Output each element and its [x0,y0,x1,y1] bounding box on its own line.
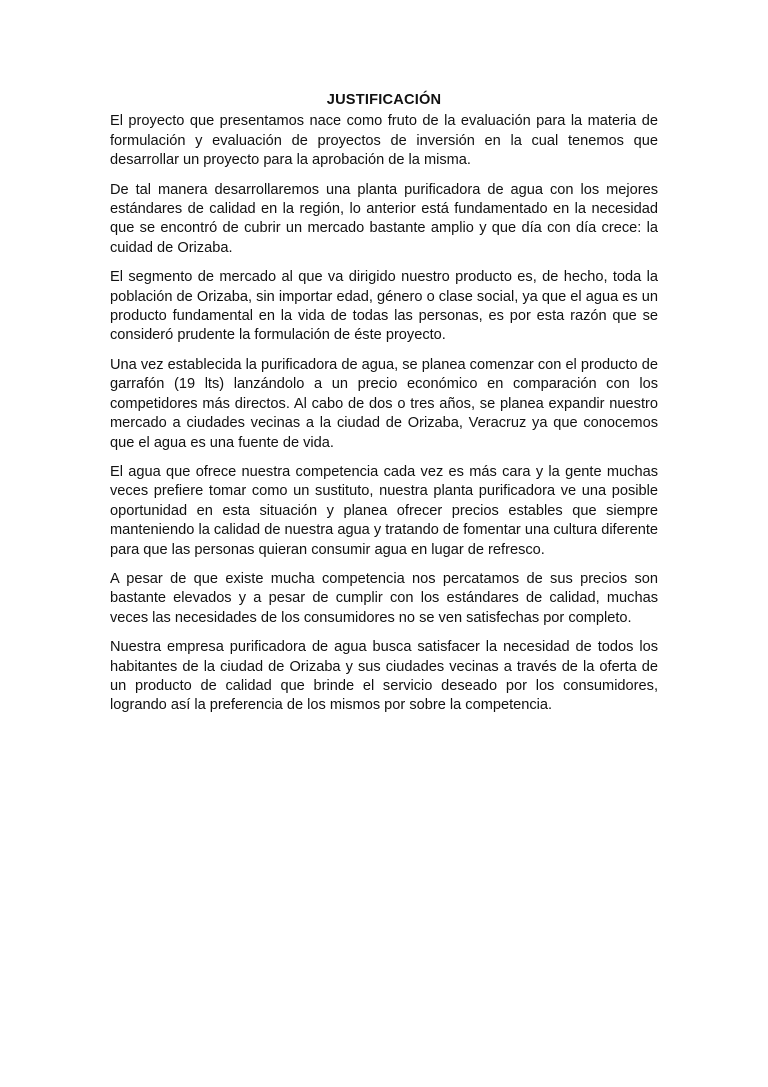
paragraph-5: El agua que ofrece nuestra competencia cada vez es más cara y la gente muchas veces prefiere tomar como un sustituto, nuestra planta purificadora ve una posible oportunidad en esta situación y planea ofrecer precios estables que siempre manteniendo la calidad de nuestra agua y tratando de fomentar una cultura diferente para que las personas quieran consumir agua en lugar de refresco. [110,463,658,558]
document-body [110,91,658,726]
paragraph-6: A pesar de que existe mucha competencia nos percatamos de sus precios son bastante elevados y a pesar de cumplir con los estándares de calidad, muchas veces las necesidades de los consumidores no se ven satisfechas por completo. [110,570,658,626]
paragraph-3: El segmento de mercado al que va dirigido nuestro producto es, de hecho, toda la población de Orizaba, sin importar edad, género o clase social, ya que el agua es un producto fundamental en la vida de todas las personas, es por esta razón que se consideró prudente la formulación de éste proyecto. [110,269,658,344]
document-title: JUSTIFICACIÓN [326,92,442,108]
paragraph-4: Una vez establecida la purificadora de agua, se planea comenzar con el producto de garrafón (19 lts) lanzándolo a un precio económico en comparación con los competidores más directos. Al cabo de dos o tres años, se planea expandir nuestro mercado a ciudades vecinas a la ciudad de Orizaba, Veracruz ya que conocemos que el agua es una fuente de vida. [110,356,658,451]
paragraph-7: Nuestra empresa purificadora de agua busca satisfacer la necesidad de todos los habitantes de la ciudad de Orizaba y sus ciudades vecinas a través de la oferta de un producto de calidad que brinde el servicio deseado por los consumidores, logrando así la preferencia de los mismos por sobre la competencia. [110,639,658,714]
paragraph-1: El proyecto que presentamos nace como fruto de la evaluación para la materia de formulación y evaluación de proyectos de inversión en la cual tenemos que desarrollar un proyecto para la aprobación de la misma. [110,113,658,169]
paragraph-2: De tal manera desarrollaremos una planta purificadora de agua con los mejores estándares de calidad en la región, lo anterior está fundamentado en la necesidad que se encontró de cubrir un mercado bastante amplio y que día con día crece: la cuidad de Orizaba. [110,181,658,256]
